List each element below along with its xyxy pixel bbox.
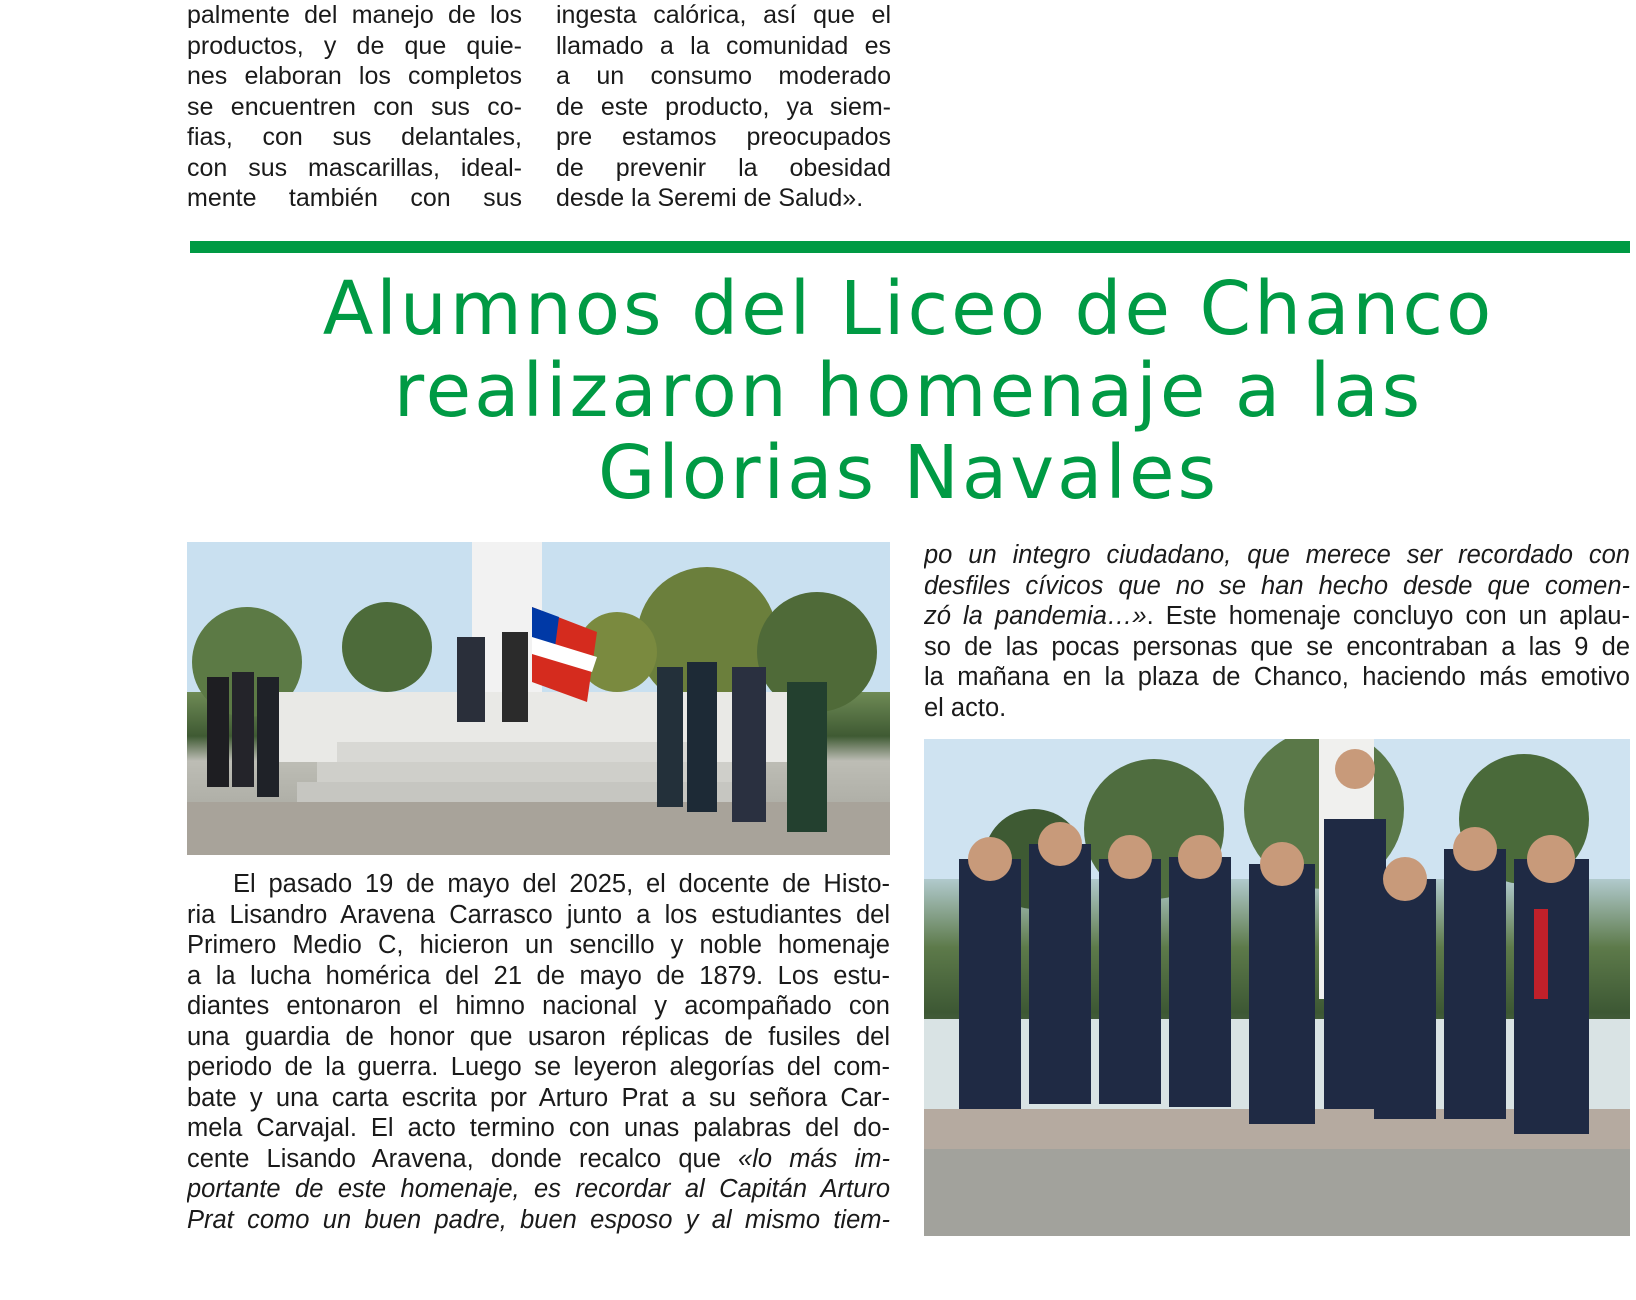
ceremony-photo	[187, 542, 890, 855]
text-line: a un consumo moderado	[556, 62, 891, 90]
quote-segment: «lo más im-	[738, 1144, 890, 1173]
text-line: mente también con sus	[187, 184, 522, 212]
text-line: nes elaboran los completos	[187, 62, 522, 90]
text-line: periodo de la guerra. Luego se leyeron alegorías del com-	[187, 1053, 890, 1081]
text-line-mixed	[924, 601, 1630, 632]
text-line: diantes entonaron el himno nacional y acompañado con	[187, 992, 890, 1020]
text-line: de este producto, ya siem-	[556, 92, 891, 121]
text-line: Primero Medio C, hicieron un sencillo y noble homenaje	[187, 931, 890, 959]
headline-line: Glorias Navales	[597, 430, 1220, 516]
top-left-column	[187, 0, 522, 214]
text-line: el acto.	[924, 693, 1007, 722]
headline-line: Alumnos del Liceo de Chanco	[322, 266, 1495, 352]
quote-segment: zó la pandemia…»	[924, 602, 1147, 630]
text-line: El pasado 19 de mayo del 2025, el docente de Histo-	[233, 870, 890, 898]
text-line: ria Lisandro Aravena Carrasco junto a los estudiantes del	[187, 900, 890, 929]
text-line: palmente del manejo de los	[187, 1, 522, 29]
text-line: portante de este homenaje, es recordar al Capitán Arturo	[187, 1175, 890, 1203]
text-line: una guardia de honor que usaron réplicas de fusiles del	[187, 1022, 890, 1051]
ceremony-photo-illustration	[187, 542, 890, 855]
text-line: ingesta calórica, así que el	[556, 1, 891, 29]
headline-line: realizaron homenaje a las	[393, 348, 1424, 434]
text-line: so de las pocas personas que se encontraban a las 9 de	[924, 632, 1630, 661]
text-line: desfiles cívicos que no se han hecho desde que comen-	[924, 571, 1630, 600]
text-line: con sus mascarillas, ideal-	[187, 153, 522, 182]
text-line: de prevenir la obesidad	[556, 153, 891, 182]
text-line: po un integro ciudadano, que merece ser recordado con	[924, 541, 1630, 569]
text-line: a la lucha homérica del 21 de mayo de 1879. Los estu-	[187, 961, 890, 990]
group-photo-illustration	[924, 739, 1630, 1236]
article-body-right	[924, 540, 1630, 723]
text-segment: . Este homenaje concluyo con un aplau-	[1146, 602, 1630, 630]
group-photo	[924, 739, 1630, 1236]
text-line: bate y una carta escrita por Arturo Prat a su señora Car-	[187, 1083, 890, 1112]
text-line: Prat como un buen padre, buen esposo y al mismo tiem-	[187, 1205, 890, 1234]
text-line: mela Carvajal. El acto termino con unas palabras del do-	[187, 1114, 890, 1142]
text-line-mixed	[187, 1144, 890, 1175]
text-line: desde la Seremi de Salud».	[556, 184, 864, 212]
text-segment: cente Lisando Aravena, donde recalco que	[187, 1144, 739, 1173]
text-line: se encuentren con sus co-	[187, 92, 522, 121]
text-line: llamado a la comunidad es	[556, 31, 891, 60]
text-line: fias, con sus delantales,	[187, 123, 522, 151]
top-right-column	[556, 0, 891, 214]
article-body-left	[187, 869, 890, 1235]
text-line: productos, y de que quie-	[187, 31, 522, 60]
text-line: pre estamos preocupados	[556, 123, 891, 151]
article-headline	[187, 268, 1630, 514]
text-line: la mañana en la plaza de Chanco, haciendo más emotivo	[924, 663, 1630, 691]
section-divider	[190, 241, 1630, 253]
